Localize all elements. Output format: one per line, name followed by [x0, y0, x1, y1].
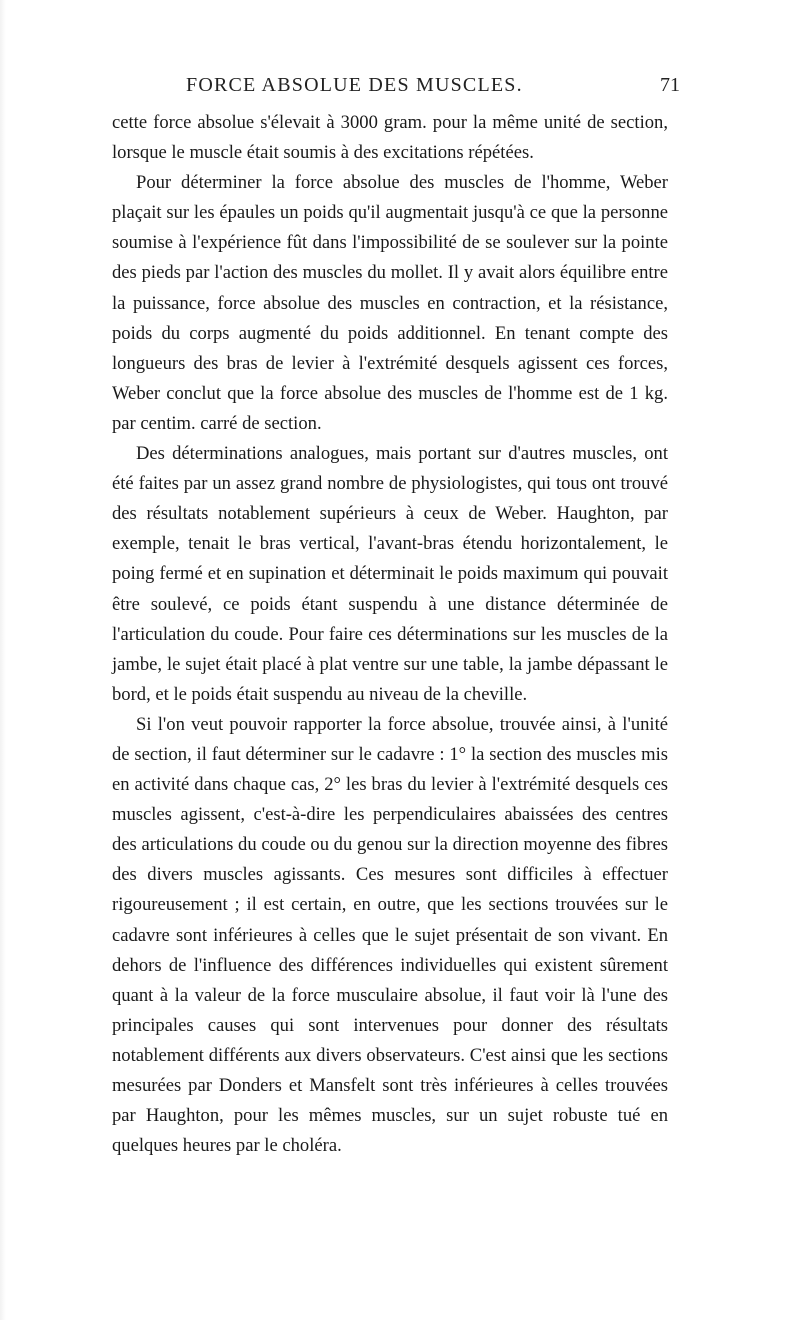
paragraph-continuation: cette force absolue s'élevait à 3000 gram. pour la même unité de section, lorsque le muscle était soumis à des excitations répétées.	[112, 112, 668, 164]
page-header	[0, 74, 800, 104]
body-text	[112, 108, 668, 1161]
scan-edge	[0, 0, 6, 1320]
paragraph-haughton: Des déterminations analogues, mais portant sur d'autres muscles, ont été faites par un assez grand nombre de physiologistes, qui tous ont trouvé des résultats notablement supérieurs à ceux de Weber. Haughton, par exemple, tenait le bras vertical, l'avant-bras étendu horizontalement, le poing fermé et en supination et déterminait le poids maximum qui pouvait être soulevé, ce poids étant suspendu à une distance déterminée de l'articulation du coude. Pour faire ces déterminations sur les muscles de la jambe, le sujet était placé à plat ventre sur une table, la jambe dépassant le bord, et le poids était suspendu au niveau de la cheville.	[112, 443, 668, 705]
paragraph-unit-section: Si l'on veut pouvoir rapporter la force absolue, trouvée ainsi, à l'unité de section, il faut déterminer sur le cadavre : 1° la section des muscles mis en activité dans chaque cas, 2° les bras du levier à l'extrémité desquels ces muscles agissent, c'est-à-dire les perpendiculaires abaissées des centres des articulations du coude ou du genou sur la direction moyenne des fibres des divers muscles agissants. Ces mesures sont difficiles à effectuer rigoureusement ; il est certain, en outre, que les sections trouvées sur le cadavre sont inférieures à celles que le sujet présentait de son vivant. En dehors de l'influence des différences individuelles qui existent sûrement quant à la valeur de la force musculaire absolue, il faut voir là l'une des principales causes qui sont intervenues pour donner des résultats notablement différents aux divers observateurs. C'est ainsi que les sections mesurées par Donders et Mansfelt sont très inférieures à celles trouvées par Haughton, pour les mêmes muscles, sur un sujet robuste tué en quelques heures par le choléra.	[112, 713, 668, 1157]
paragraph-weber: Pour déterminer la force absolue des muscles de l'homme, Weber plaçait sur les épaules un poids qu'il augmentait jusqu'à ce que la personne soumise à l'expérience fût dans l'impossibilité de se soulever sur la pointe des pieds par l'action des muscles du mollet. Il y avait alors équilibre entre la puissance, force absolue des muscles en contraction, et la résistance, poids du corps augmenté du poids additionnel. En tenant compte des longueurs des bras de levier à l'extrémité desquels agissent ces forces, Weber conclut que la force absolue des muscles de l'homme est de 1 kg. par centim. carré de section.	[112, 172, 668, 434]
page-number: 71	[660, 74, 680, 96]
running-title: FORCE ABSOLUE DES MUSCLES.	[186, 74, 523, 96]
